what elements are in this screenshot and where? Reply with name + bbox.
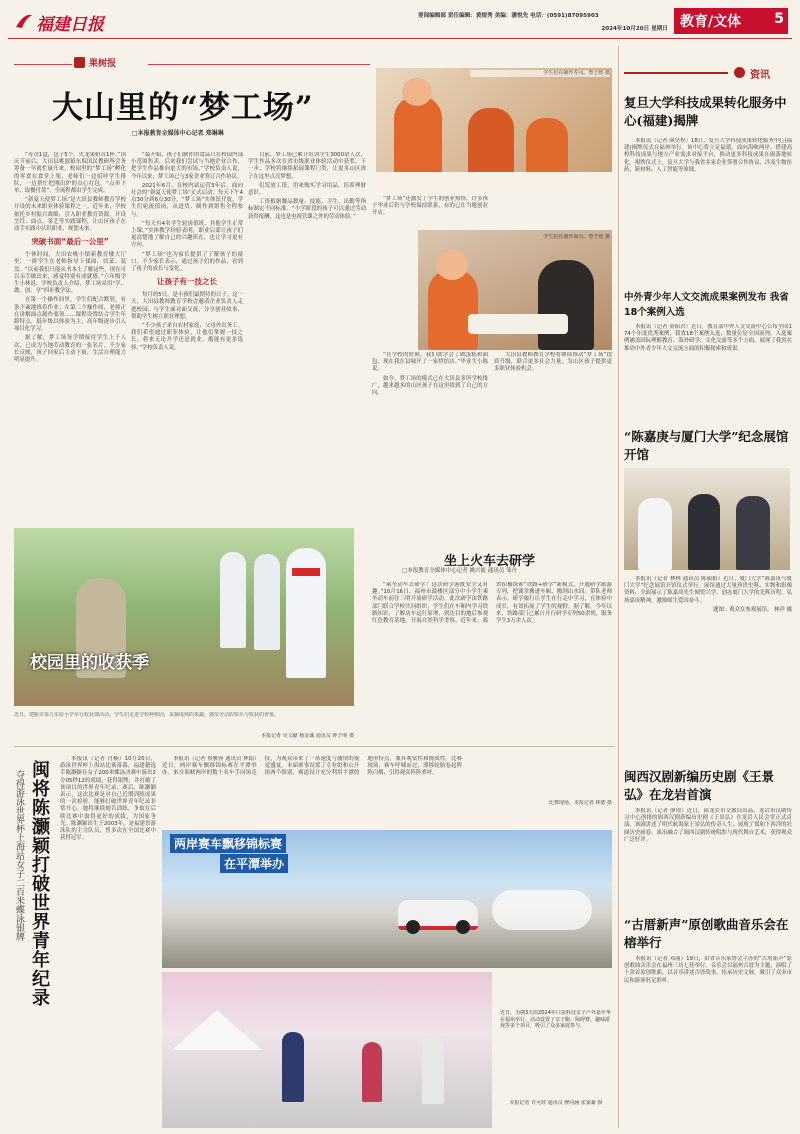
photo-figure [422,1036,444,1104]
train-headline: 坐上火车去研学 [444,554,536,569]
race-banner [170,834,330,874]
subhead-breakthrough: 突破书面“最后一公里” [31,237,109,247]
sport-photo-caption: 近日，为期3天的2024年口袋科技亲子户外嘉年华在福州举行。活动设置了亲子跑、障碍赛、趣味游戏等多个项目，吸引了众多家庭参与。 [500,1010,611,1030]
train-byline: □本报教育全媒体中心记者 姚兴能 通讯员 邹丹 [402,568,517,574]
news-header [624,66,792,80]
news-3-body [624,576,792,756]
news-2-title: 中外青少年人文交流成果案例发布 我省18个案例入选 [624,292,789,318]
label-rule-right [148,64,370,65]
news-3-title: “陈嘉庚与厦门大学”纪念展馆开馆 [624,429,789,462]
campus-photo-caption: 近日，建瓯市第五实验小学举行收获课活动。学生们走进学校种植园，采摘成熟的果蔬，感受劳动的快乐与收获的喜悦。 [14,712,280,718]
photo-figure [538,260,594,350]
photo-figure [402,78,432,106]
news-5-title: “古厝新声”原创歌曲音乐会在榕举行 [624,917,789,950]
news-2-body [624,324,792,420]
news-header-text: 资讯 [750,70,770,81]
paragraph: “最开始，孩子们制作的食品只在校园内部小范围售卖，后来我们尝试与当地企业合作，把学生作品推向更大的市场。”学校负责人说，今年以来，梦工场已与3家企业签订合作协议。 [131,152,243,180]
race-car-wheel [456,920,470,934]
column-label [74,56,144,70]
train-body [372,582,612,742]
news-5-body [624,956,792,1126]
photo-figure [394,96,442,182]
race-caption: 比赛现场。本报记者 林德 摄 [548,800,612,806]
paragraph: 在第一个操作间里，学生们配合默契，有条不紊地推着作业；在第二个操作间，老师正在讲解面点制作要领……课程设置结合学生年龄特点，低年级以体验为主，高年级逐步引入项目化学习。 [14,297,126,333]
photo-figure [282,1032,304,1102]
paragraph: 本报讯（记者 廖琼）近日，由龙岩市文旅局出品、龙岩市汉剧传习中心创排的闽西汉剧新编历史剧《王景弘》在龙岩人民会堂正式首演。该剧讲述了明代航海家王景弘的传奇人生，展现了郑和下西洋的壮阔历史画卷。演出融合了闽西汉剧传统唱腔与现代舞台艺术，获得观众广泛好评。 [624,808,792,843]
mid-col-3 [494,352,612,508]
race-smoke [492,890,592,930]
paragraph: 午休时间，大田农桃小镇新教育楼大厅里，一群学生在老师指导下揉面、切菜、装盘。“以前我们只能从书本上了解这些，现在可以亲手做出来，感觉特别有成就感。”六年级学生小林说。学校负责人介绍，梦工场采用“学、做、创、享”四步教学法。 [14,252,126,295]
section-name: 教育/文体 [680,14,742,30]
news-4-body [624,808,792,908]
masthead-rule [8,38,792,39]
paragraph: 据了解，梦工场每学期接待学生上千人次，已成为当地劳动教育的一张名片。不少家长反映，孩子回家后主动下厨，生活自理能力明显提升。 [14,335,126,364]
paragraph: “寿司1盒，包子5个，火龙果奶昔1杯。”国庆节前后，大田县桃源镇东坂国民教研所会务筹备一早就忙碌开来，校园里的“梦工场”孵化的零食在食堂上架，老师们一边招呼学生排队，一边帮忙把刚出炉的点心打包。“点单下单、取餐付款”，全流程都由学生完成。 [14,152,126,195]
photo-table [376,172,612,194]
masthead [0,0,800,42]
column-label-text: 果树报 [89,59,117,69]
sport-photo-credit: 本报记者 许可欣 通讯员 廖向涵 张家豪 摄 [509,1100,603,1106]
paragraph: “在学校的时候，我们就学会了做蛋糕和面包，现在我在县城开了一家烘焙店。”毕业生小陈说。 [372,352,488,373]
section-divider [14,746,614,747]
race-body [162,756,462,822]
paragraph: “梦工场”也为家长提供了了解孩子的窗口。不少家长表示，通过孩子们的作品，看到了孩子的成长与变化。 [131,251,243,273]
paragraph: 每月的5日，是小孩们最期待的日子。这一天，大田县教师教育学校会邀请企业负责人走进校园，与学生面对面交流，分享创业故事，帮助学生树立职业理想。 [131,292,243,320]
main-byline: □本报教育全媒体中心记者 郑琳琳 [132,130,224,137]
photo-figure [688,494,720,570]
news-4-title: 闽西汉剧新编历史剧《王景弘》在龙岩首演 [624,769,775,802]
paragraph: 工资根据餐品数量、技能、卫生、出勤等指标制定不同标准。“小学阶段的孩子可以通过劳动获得报酬，这也是电视管课之外的劳动体验。” [248,199,366,220]
main-col-2 [131,152,243,508]
main-col-3 [248,152,366,508]
photo-figure [638,498,672,570]
photo-pastry [418,230,612,350]
paragraph: “每天有4名学生轮岗值班，其他学生正常上课。”实体教学经验表明，职业启蒙让孩子们更清楚地了解自己的兴趣所在，也让学习更有方向。 [131,220,243,249]
right-column-rule [618,46,619,1128]
news-header-icon [734,67,745,78]
race-car-wheel [406,920,420,934]
race-banner-line2: 在平潭举办 [220,854,288,873]
sport-photo [162,972,492,1128]
editor-line: 要闻编辑部 责任编辑：黄煜秀 美编：潘悦先 电话：(0591)87095903 [418,13,599,19]
paragraph: 2021年6月，在校内试运营3年后，面向社会的“新夏天使梦工场”正式启动。每天下午4点30分到6点30分，“梦工场”实体馆开放，学生们轮流值岗，从进货、制作到销售全程参与。 [131,182,243,218]
main-headline: 大山里的“梦工场” [52,90,314,126]
label-badge-icon [74,57,85,68]
photo-table [468,314,568,334]
paragraph: 如今，梦工场的模式已在大田县多所学校推广，越来越多的山区孩子在这里找到了自己的方向。 [372,375,488,397]
main-col-1 [14,152,126,508]
paragraph: 本报讯（记者 肖楠）10月20日，游泳世界杯上海站比赛落幕，福建籍选手陈灏颖在女子200米蝶泳决赛中游出2分05秒12的成绩，获得银牌，并打破了该项目的世界青年纪录。赛后，陈灏颖表示，这次比赛是对自己近期训练成果的一次检验，能够打破世界青年纪录非常开心。她将继续刻苦训练，争取在后续比赛中取得更好的成绩，为国家争光。陈灏颖出生于2003年，是福建省游泳队的主力队员，曾多次在全国比赛中获得冠军。 [60,756,156,842]
logo-text: 福建日报 [36,15,104,35]
newspaper-logo [14,10,104,35]
paragraph: 本报讯（记者 林林 通讯员 陈丽娟）近日，厦门大学“陈嘉庚与厦门大学”纪念展馆开馆仪式举行。展馆通过大量珍贵史料、实物和影像资料，全面展示了陈嘉庚先生倾资兴学、创办厦门大学的光辉历程，弘扬嘉庚精神，激励师生爱国奋斗。 [624,576,792,604]
subhead-skill: 让孩子有一技之长 [157,277,217,287]
paragraph: 本报讯（记者 邓丽）19日，由省音乐家协会主办的“古厝新声”原创歌曲音乐会在福州三坊七巷举行。音乐会以福州古厝为主题，演唱了十余首原创歌曲，以音乐讲述古厝故事，传承历史文脉，吸引了众多市民和游客驻足聆听。 [624,956,792,984]
paragraph: 本报讯（记者 颜昊程）18日，复旦大学科技成果转化服务中心(福建)揭牌仪式在福州举行。该中心将立足福建，面向海峡两岸，搭建高校科技成果与地方产业需求对接平台，推动更多科技成果在闽落地转化。揭牌仪式上，复旦大学与我省多家企业签署合作协议，涉及生物医药、新材料、人工智能等领域。 [624,138,792,173]
photo-tent [172,1010,262,1050]
campus-photo-credit: 本报记者 吴文献 杨金诚 通讯员 钟子明 摄 [261,733,354,739]
photo-figure [362,1042,382,1102]
swim-subtitle-vertical: 夺得游泳世界杯上海站女子二百米蝶泳银牌 [14,770,24,941]
photo-figure [436,250,468,280]
photo-caption-sushi: 学生们在制作寿司。曾子欣 摄 [470,70,610,77]
paragraph: “梦工场”还激发了学生的创业热情，许多孩子毕业后仍与学校保持联系，有的已在当地创业开店。 [372,196,488,217]
paragraph: “乘坐动车去研学！这次研学游既安全又有趣。”10月16日，福州市鼓楼区部分中小学生乘坐动车前往三明开展研学活动。此次研学由铁路部门联合学校共同组织，学生们在车厢内学习铁路知识，了解动车运行原理，到达目的地后参观红色教育基地、开展自然科学考察。近年来，我省积极探索“铁路+研学”新模式，开通研学旅游专列，把课堂搬进车厢、搬到山水间。带队老师表示，研学旅行让学生在行走中学习，在体验中成长，有效拓展了学生的视野。据了解，今年以来，铁路部门已累计开行研学专列50余列，服务学生3万余人次。 [372,582,612,625]
mid-col-1 [372,196,488,230]
photo-figure [736,496,770,570]
news-1-body [624,138,792,282]
photo-figure [254,554,280,650]
news-3-photo [624,468,790,570]
paragraph: 大田县教师教育学校将继续推动“梦工场”提质升级，联合更多社会力量，为山区孩子提供更多职业体验机会。 [494,352,612,373]
mid-col-2 [372,352,488,508]
news-3-credit: 题图：观众在参观展馆。 林祥 摄 [713,606,792,613]
news-header-rule [624,72,728,74]
paragraph: 目前，梦工场已累计培训学生3000余人次，学生作品多次在省市级职业体验活动中获奖。下一步，学校将继续拓展课程门类，让更多山区孩子在这里点亮梦想。 [248,152,366,180]
paragraph: 们发放工资，用来购买学习用品，培养理财意识。 [248,182,366,197]
paragraph: “不少孩子来自农村家庭，父母外出务工。我们希望通过职业体验，让他们掌握一技之长，将来无论升学还是就业，都能有更多选择。”学校负责人说。 [131,323,243,351]
label-rule [14,64,72,65]
photo-figure [428,270,478,350]
photo-scarf [292,568,320,576]
swim-body [60,756,156,1126]
photo-caption-pastry: 学生们在制作面点。曾子欣 摄 [543,234,610,240]
news-1-title: 复旦大学科技成果转化服务中心(福建)揭牌 [624,95,787,128]
paragraph: 本报讯（记者 蔡雅蓉 通讯员 林娟）近日，两岸赛车飘移锦标赛在平潭举办。来自海峡两岸的数十名车手同场竞技，为观众带来了一场速度与激情的视觉盛宴。本届赛事设置了专业组和公开组两个组别，赛道设计充分利用平潭的地形特点，兼具观赏性和挑战性。比赛现场，赛车呼啸而过，漂移轮胎卷起阵阵白烟，引得观众阵阵欢呼。 [162,756,462,777]
campus-photo-title: 校园里的收获季 [30,653,149,673]
logo-swoosh-icon [14,11,34,31]
photo-figure [220,552,246,648]
issue-date: 2024年10月20日 星期日 [601,26,668,32]
section-tag [674,8,788,34]
photo-sushi [376,68,612,194]
paragraph: “新夏天使梦工场”是大田县教师教育学校开设的未来职业体验课程之一。近年来，学校依托乡村振兴战略，引入职业教育资源，开设烹饪、面点、茶艺等实践课程，让山区孩子在动手实践中认识职业、规划未来。 [14,197,126,233]
page-number: 5 [774,11,784,27]
race-banner-line1: 两岸赛车飘移锦标赛 [170,834,286,853]
paragraph: 本报讯（记者 黄昭君）近日，教育部中外人文交流中心公布全国174个年度优秀案例，我省18个案例入选，数量位居全国前列。入选案例涵盖国际理解教育、海外研学、文化交流等多个方面，展现了我省在推动中外青少年人文交流方面的积极探索和成果。 [624,324,792,352]
swim-headline-vertical: 闽将陈灏颖打破世界青年纪录 [29,760,50,1007]
campus-photo [14,528,354,706]
